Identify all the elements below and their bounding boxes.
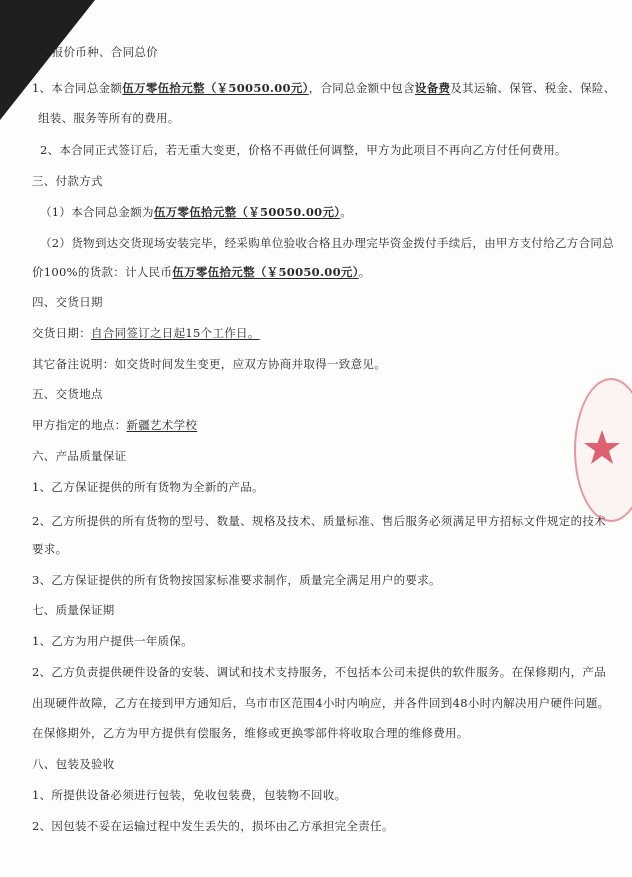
clause-total-amount-cont: 组装、服务等所有的费用。: [38, 111, 180, 125]
amount-underlined: 伍万零伍拾元整（￥50050.00元）: [153, 205, 341, 219]
folded-corner: [0, 0, 95, 120]
clause-price-fixed: 2、本合同正式签订后，若无重大变更，价格不再做任何调整，甲方为此项目不再向乙方付任何费用。: [40, 143, 567, 157]
clause-warranty-2-cont: 出现硬件故障，乙方在接到甲方通知后，乌市市区范围4小时内响应，并各件回到48小时内解决用户硬件问题。: [32, 696, 610, 710]
section-heading-quality: 六、产品质量保证: [32, 449, 127, 463]
section-heading-delivery-date: 四、交货日期: [32, 295, 103, 309]
star-icon: [582, 428, 622, 468]
clause-delivery-note: 其它备注说明：如交货时间发生变更，应双方协商并取得一致意见。: [32, 357, 386, 371]
amount-underlined: 伍万零伍拾元整（￥50050.00元）: [172, 265, 359, 279]
clause-warranty-2: 2、乙方负责提供硬件设备的安装、调试和技术支持服务，不包括本公司未提供的软件服务。在保修期内，产品: [32, 665, 607, 679]
clause-payment-2: （2）货物到达交货现场安装完毕，经采购单位验收合格且办理完毕资金拨付手续后，由甲方支付给乙方合同总: [40, 236, 615, 250]
clause-payment-2-cont: 价100%的货款：计人民币伍万零伍拾元整（￥50050.00元）。: [32, 265, 371, 279]
clause-delivery-place: 甲方指定的地点：新疆艺术学校: [32, 418, 198, 432]
section-heading-packaging: 八、包装及验收: [32, 757, 115, 771]
clause-packaging-1: 1、所提供设备必须进行包装，免收包装费，包装物不回收。: [32, 788, 347, 802]
clause-payment-1: （1）本合同总金额为伍万零伍拾元整（￥50050.00元）。: [40, 205, 353, 219]
equipment-fee-underlined: 设备费: [414, 81, 451, 95]
clause-warranty-2-cont2: 在保修期外，乙方为甲方提供有偿服务，维修或更换零部件将收取合理的维修费用。: [32, 726, 469, 740]
clause-quality-1: 1、乙方保证提供的所有货物为全新的产品。: [32, 480, 264, 494]
clause-packaging-2: 2、因包装不妥在运输过程中发生丢失的，损坏由乙方承担完全责任。: [32, 819, 394, 833]
section-heading-warranty: 七、质量保证期: [32, 603, 115, 617]
clause-total-amount: 1、本合同总金额伍万零伍拾元整（￥50050.00元），合同总金额中包含设备费及其运输、保管、税金、保险、: [32, 81, 616, 95]
delivery-date-underlined: 自合同签订之日起15个工作日。: [91, 326, 260, 340]
section-heading-delivery-place: 五、交货地点: [32, 387, 103, 401]
clause-quality-3: 3、乙方保证提供的所有货物按国家标准要求制作，质量完全满足用户的要求。: [32, 573, 441, 587]
section-heading-price: 、报价币种、合同总价: [40, 45, 158, 59]
clause-quality-2: 2、乙方所提供的所有货物的型号、数量、规格及技术、质量标准、售后服务必须满足甲方招标文件规定的技术: [32, 514, 607, 528]
delivery-place-underlined: 新疆艺术学校: [126, 418, 198, 432]
clause-warranty-1: 1、乙方为用户提供一年质保。: [32, 634, 194, 648]
clause-quality-2-cont: 要求。: [32, 542, 68, 556]
clause-delivery-date: 交货日期：自合同签订之日起15个工作日。: [32, 326, 260, 340]
amount-underlined: 伍万零伍拾元整（￥50050.00元）: [122, 81, 309, 95]
section-heading-payment: 三、付款方式: [32, 174, 103, 188]
